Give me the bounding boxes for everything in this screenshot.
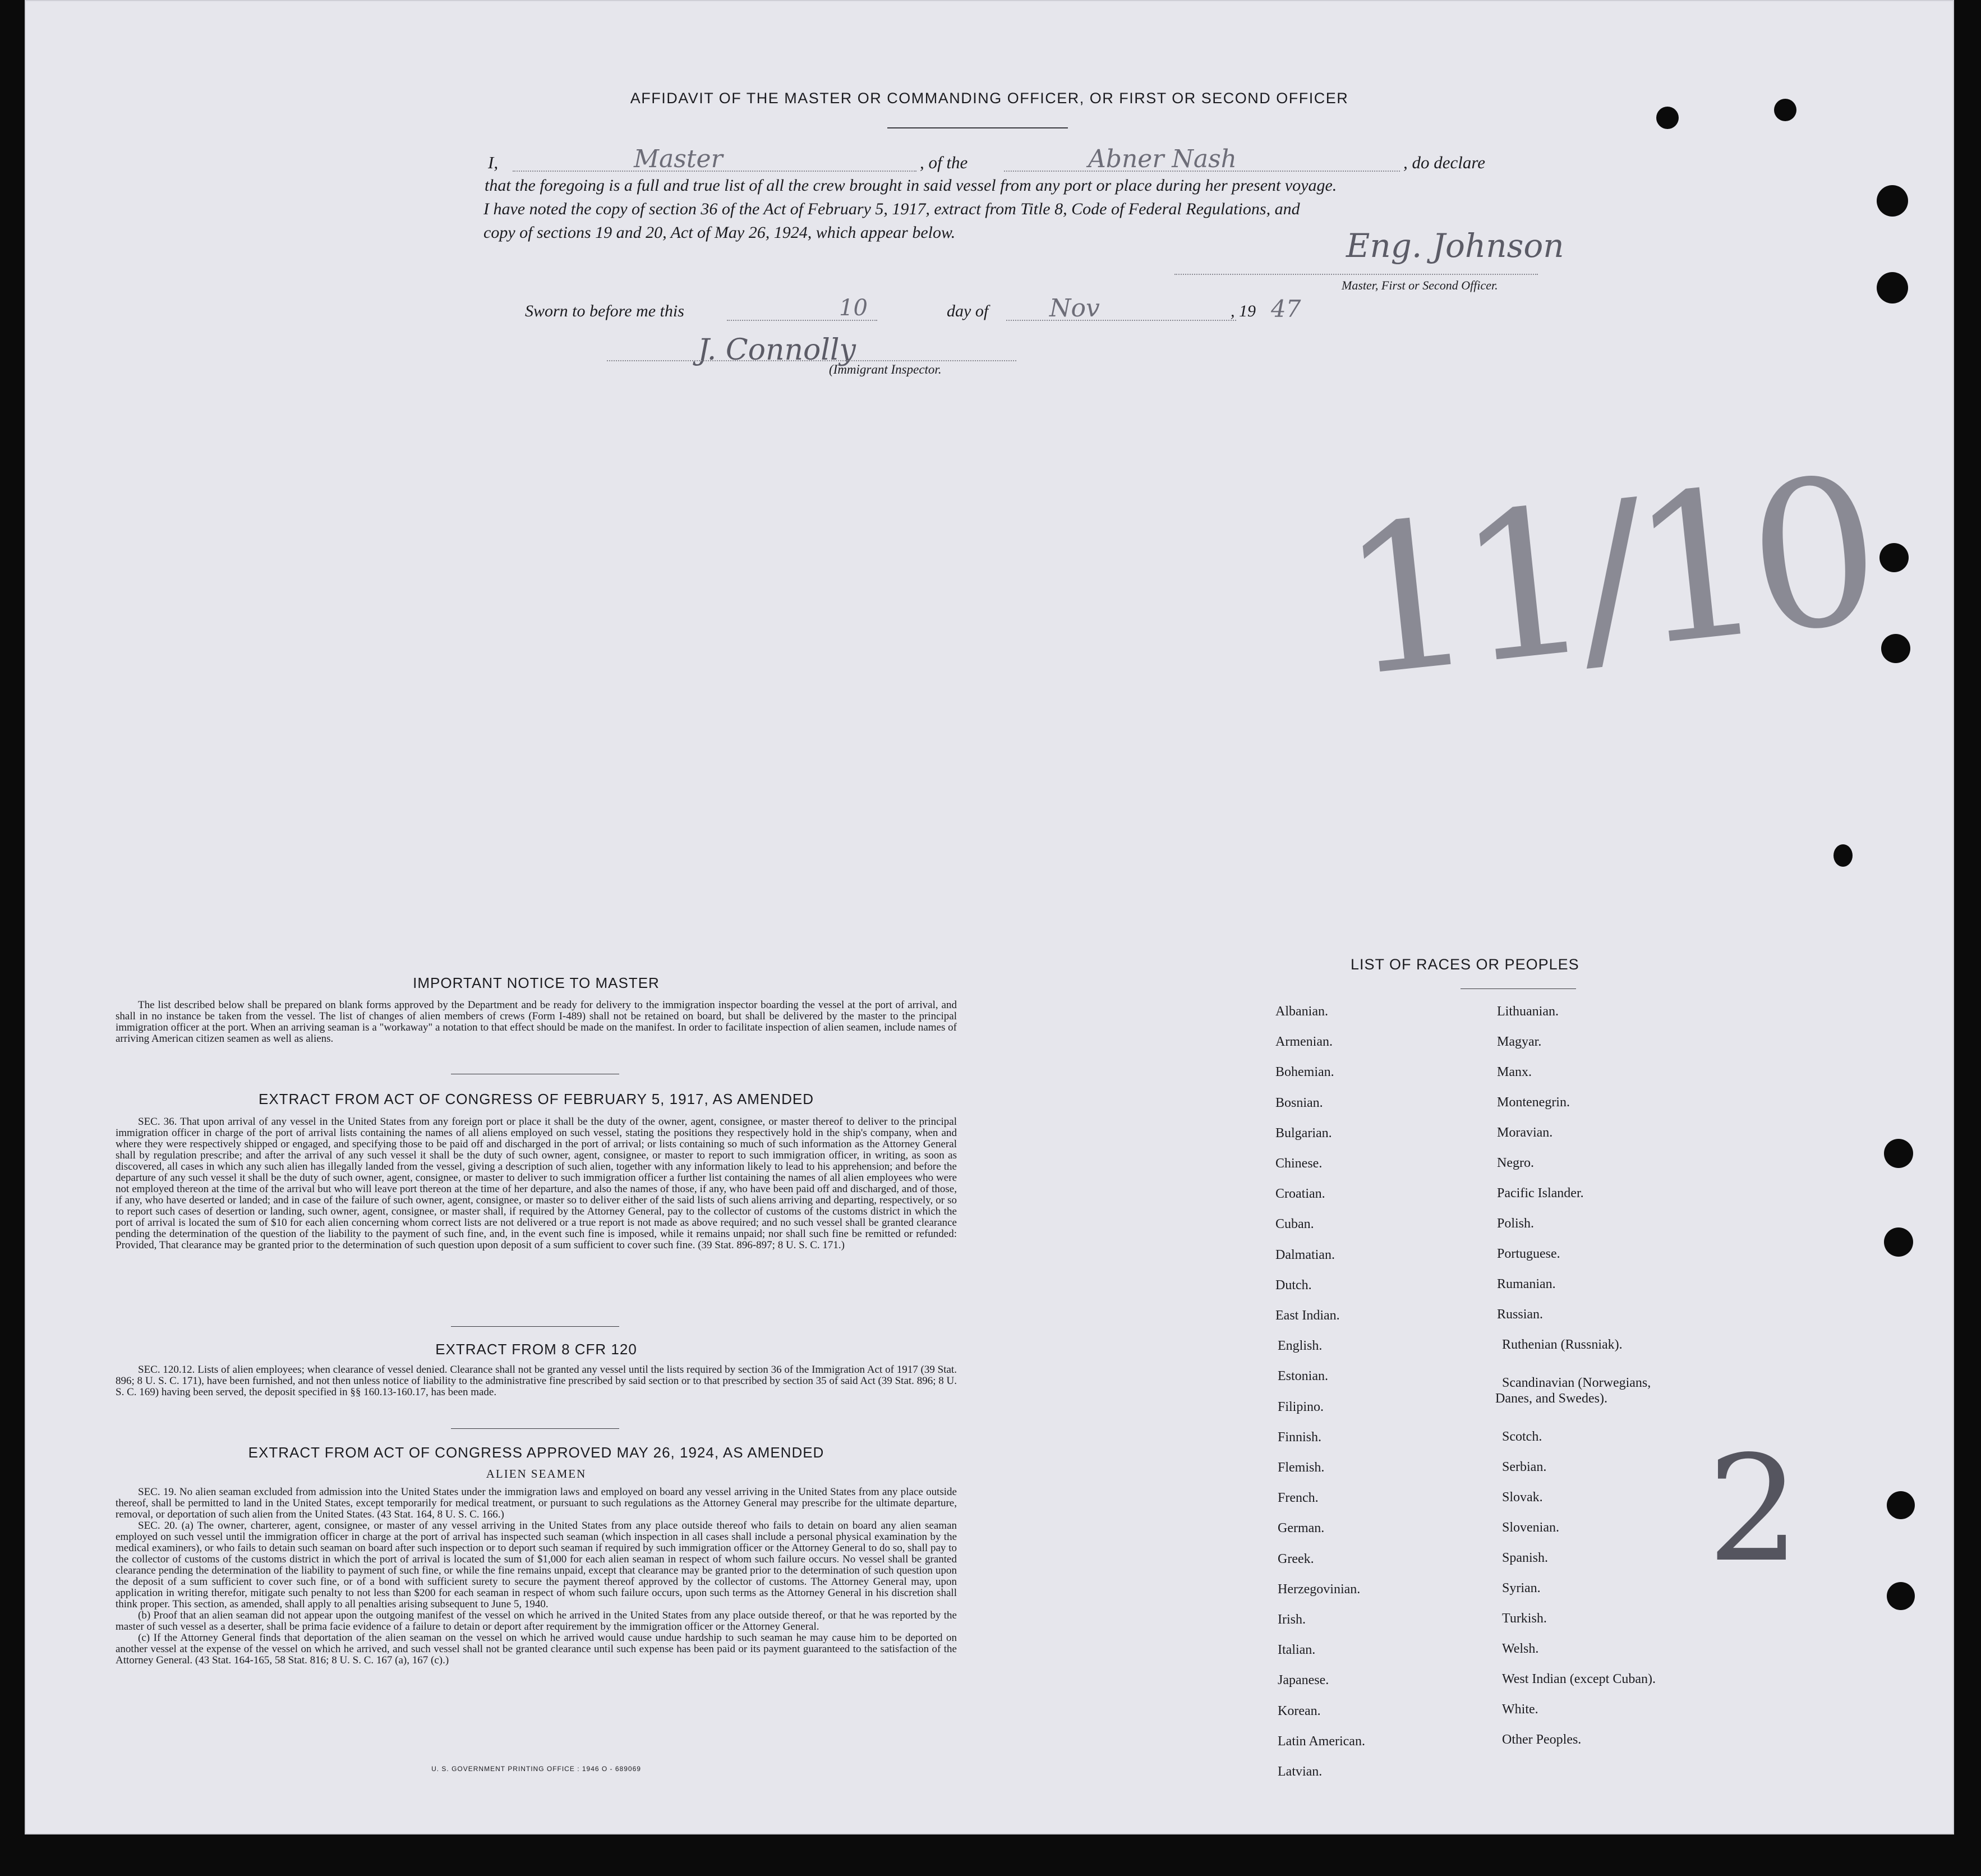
affidavit-line-1 bbox=[488, 145, 1551, 175]
race-item: Filipino. bbox=[1278, 1399, 1324, 1414]
race-item: Chinese. bbox=[1275, 1156, 1323, 1171]
extract-cfr-heading: EXTRACT FROM 8 CFR 120 bbox=[435, 1341, 637, 1358]
extract-1917-text bbox=[116, 1116, 957, 1251]
races-rule bbox=[1461, 988, 1576, 989]
date-mark: 11/10 bbox=[1332, 433, 1879, 722]
race-item: Greek. bbox=[1278, 1551, 1314, 1566]
race-item: Rumanian. bbox=[1497, 1277, 1556, 1291]
notice-text bbox=[116, 1000, 957, 1045]
race-item: Korean. bbox=[1278, 1703, 1321, 1718]
year-prefix: , 19 bbox=[1231, 302, 1256, 320]
race-item: Estonian. bbox=[1278, 1369, 1328, 1384]
race-item: Russian. bbox=[1497, 1307, 1544, 1322]
race-item: White. bbox=[1502, 1702, 1538, 1717]
race-item: Albanian. bbox=[1275, 1004, 1328, 1019]
alien-seamen-subheading: ALIEN SEAMEN bbox=[486, 1467, 587, 1480]
affidavit-line-2: that the foregoing is a full and true list of all the crew brought in said vessel from any port or place during her present voyage. bbox=[485, 176, 1337, 195]
inspector-signature: J. Connolly bbox=[698, 333, 856, 367]
sec20a-paragraph: SEC. 20. (a) The owner, charterer, agent, consignee, or master of any vessel arriving in the United States from any place outside thereof who fails to detain on board any alien seaman employed on such vessel until the immigration officer in charge at the port of arrival has inspected such seaman (which inspection in all cases shall include a personal physical examination by the medical examiners), or who fails to detain such seaman on board after such inspection or to deport such seaman if required by such immigration officer or the Attorney General to do so, shall pay to the collector of customs of the customs district in which the port of arrival is located the sum of $1,000 for each alien seaman in respect of whom such failure occurs. No vessel shall be granted clearance pending the determination of the liability to payment of such fine, or while the fine remains unpaid, except that clearance may be granted prior to the determination of such question upon the deposit of a sum sufficient to cover such fine, or of a bond with sufficient surety to secure the payment thereof approved by the collector of customs. The Attorney General may, upon application in writing therefor, mitigate such penalty to not less than $200 for each seaman in respect of whom such failure occurs, upon such terms as the Attorney General in his discretion shall think proper. This section, as amended, shall apply to all penalties arising subsequent to June 5, 1940. bbox=[116, 1520, 957, 1610]
races-heading: LIST OF RACES OR PEOPLES bbox=[1351, 956, 1579, 973]
race-item: Latin American. bbox=[1278, 1734, 1365, 1749]
notice-paragraph: The list described below shall be prepared on blank forms approved by the Department and be ready for delivery to the immigration inspector boarding the vessel at the port of arrival, and shall in no instance be taken from the vessel. The list of changes of alien members of crews (Form I-489) shall not be retained on board, but shall be delivered by the master to the principal immigration officer at the port. When an arriving seaman is a "workaway" a notation to that effect should be made on the manifest. In order to facilitate inspection of alien seamen, include names of arriving American citizen seamen as well as aliens. bbox=[116, 999, 957, 1045]
punch-hole bbox=[1881, 634, 1910, 663]
race-item: Scotch. bbox=[1502, 1429, 1542, 1444]
race-item: Negro. bbox=[1497, 1156, 1534, 1170]
race-item: Flemish. bbox=[1278, 1460, 1325, 1475]
race-item: Cuban. bbox=[1275, 1217, 1314, 1232]
printer-line: U. S. GOVERNMENT PRINTING OFFICE : 1946 O - 689069 bbox=[431, 1765, 641, 1773]
section-rule bbox=[451, 1326, 619, 1327]
race-item: Croatian. bbox=[1275, 1187, 1325, 1202]
title-rule bbox=[887, 127, 1068, 128]
race-item: Welsh. bbox=[1502, 1641, 1539, 1656]
race-item: Spanish. bbox=[1502, 1551, 1549, 1565]
extract-cfr-text bbox=[116, 1364, 957, 1398]
race-item: Lithuanian. bbox=[1497, 1004, 1559, 1019]
race-item: Montenegrin. bbox=[1497, 1095, 1570, 1110]
punch-hole bbox=[1884, 1227, 1913, 1257]
race-item: Portuguese. bbox=[1497, 1247, 1560, 1261]
vessel-name: Abner Nash bbox=[1088, 145, 1237, 173]
race-item: Slovak. bbox=[1502, 1490, 1543, 1505]
race-item: Syrian. bbox=[1502, 1581, 1541, 1595]
extract-1917-heading: EXTRACT FROM ACT OF CONGRESS OF FEBRUARY 5, 1917, AS AMENDED bbox=[259, 1091, 814, 1107]
race-item: East Indian. bbox=[1275, 1308, 1340, 1323]
sec20b-paragraph: (b) Proof that an alien seaman did not appear upon the outgoing manifest of the vessel on which he arrived in the United States from any place outside thereof, or that he was reported by the master of such vessel as a deserter, shall be prima facie evidence of a failure to detain or deport after requirement by the immigration officer or the Attorney General. bbox=[116, 1610, 957, 1633]
race-item: Bohemian. bbox=[1275, 1065, 1334, 1080]
master-signature-caption: Master, First or Second Officer. bbox=[1342, 278, 1498, 292]
sec20c-paragraph: (c) If the Attorney General finds that deportation of the alien seaman on the vessel on which he arrived would cause undue hardship to such seaman he may cause him to be deported on another vessel at the expense of the vessel on which he arrived, and such vessel shall not be granted clearance until such expense has been paid or its payment guaranteed to the satisfaction of the Attorney General. (43 Stat. 164-165, 58 Stat. 816; 8 U. S. C. 167 (a), 167 (c).) bbox=[116, 1632, 957, 1666]
race-item: Dutch. bbox=[1275, 1277, 1312, 1293]
race-item: Turkish. bbox=[1502, 1611, 1547, 1626]
race-item: Bosnian. bbox=[1275, 1095, 1323, 1110]
race-item: Bulgarian. bbox=[1275, 1125, 1332, 1141]
race-item: Japanese. bbox=[1278, 1673, 1329, 1688]
sworn-month-field bbox=[1006, 320, 1236, 321]
sworn-year: 47 bbox=[1271, 295, 1301, 323]
race-item: Ruthenian (Russniak). bbox=[1502, 1337, 1623, 1352]
affidavit-line-3: I have noted the copy of section 36 of the Act of February 5, 1917, extract from Title 8, Code of Federal Regulations, and bbox=[483, 200, 1300, 218]
affidavit-line-4: copy of sections 19 and 20, Act of May 26, 1924, which appear below. bbox=[483, 223, 956, 242]
race-item: Scandinavian (Norwegians, bbox=[1502, 1376, 1651, 1390]
race-item: Dalmatian. bbox=[1275, 1247, 1335, 1262]
inspector-signature-line bbox=[607, 360, 1016, 361]
sworn-month: Nov bbox=[1049, 294, 1100, 323]
inspector-caption: (Immigrant Inspector. bbox=[829, 362, 942, 376]
extract-1924-heading: EXTRACT FROM ACT OF CONGRESS APPROVED MAY 26, 1924, AS AMENDED bbox=[248, 1444, 824, 1461]
race-item: English. bbox=[1278, 1339, 1323, 1354]
section-rule bbox=[451, 1428, 619, 1429]
race-item: Manx. bbox=[1497, 1065, 1532, 1079]
master-signature-line bbox=[1174, 274, 1538, 275]
punch-hole bbox=[1887, 1582, 1915, 1610]
punch-hole bbox=[1879, 543, 1909, 572]
master-signature: Eng. Johnson bbox=[1346, 227, 1564, 265]
of-the-label: , of the bbox=[920, 153, 968, 172]
punch-hole bbox=[1877, 185, 1908, 217]
day-of-label: day of bbox=[947, 302, 989, 320]
punch-hole bbox=[1884, 1139, 1913, 1168]
punch-hole bbox=[1877, 272, 1908, 304]
race-item: Latvian. bbox=[1278, 1764, 1323, 1779]
race-item: Slovenian. bbox=[1502, 1520, 1559, 1535]
extract-1924-text bbox=[116, 1487, 957, 1666]
affidavit-title: AFFIDAVIT OF THE MASTER OR COMMANDING OFFICER, OR FIRST OR SECOND OFFICER bbox=[630, 90, 1349, 107]
notice-heading: IMPORTANT NOTICE TO MASTER bbox=[413, 974, 660, 991]
sec19-paragraph: SEC. 19. No alien seaman excluded from admission into the United States under the immigration laws and employed on board any vessel arriving in the United States from any place outside thereof, shall be permitted to land in the United States, except temporarily for medical treatment, or pursuant to such regulations as the Attorney General may prescribe for the ultimate departure, removal, or deportation of such alien from the United States. (43 Stat. 164, 8 U. S. C. 166.) bbox=[116, 1486, 957, 1520]
declarant-name: Master bbox=[634, 145, 723, 173]
race-item: Herzegovinian. bbox=[1278, 1581, 1361, 1597]
sec36-paragraph: SEC. 36. That upon arrival of any vessel in the United States from any foreign port or place it shall be the duty of the owner, agent, consignee, or master thereof to deliver to the principal immigration officer in charge of the port of arrival lists containing the names of all aliens employed on such vessel, stating the positions they respectively hold in the ship's company, when and where they were respectively shipped or engaged, and specifying those to be paid off and discharged in the port of arrival; or lists containing so much of such information as the Attorney General shall by regulation prescribe; and after the arrival of any such vessel it shall be the duty of such owner, agent, consignee, or master to report to such immigration officer, in writing, as soon as discovered, all cases in which any such alien has illegally landed from the vessel, giving a description of such alien, together with any information likely to lead to his apprehension; and before the departure of any such vessel it shall be the duty of such owner, agent, consignee, or master to deliver to such immigration officer a further list containing the names of all alien employees who were not employed thereon at the time of the arrival but who will leave port thereon at the time of her departure, and also the names of those, if any, who have been paid off and discharged, and of those, if any, who have deserted or landed; and in case of the failure of such owner, agent, consignee, or master so to deliver either of the said lists of such aliens arriving and departing, respectively, or so to report such cases of desertion or landing, such owner, agent, consignee, or master shall, if required by the Attorney General, pay to the collector of customs of the customs district in which the port of arrival is located the sum of $10 for each alien concerning whom correct lists are not delivered or a true report is not made as above required; and no such vessel shall be granted clearance pending the determination of the question of the liability to the payment of such fine, and, in the event such fine is imposed, while it remains unpaid; nor shall such fine be remitted or refunded: Provided, That clearance may be granted prior to the determination of such question upon deposit of a sum sufficient to cover such fine. (39 Stat. 896-897; 8 U. S. C. 171.) bbox=[116, 1116, 957, 1251]
race-item: Irish. bbox=[1278, 1612, 1306, 1627]
race-item: Armenian. bbox=[1275, 1034, 1333, 1050]
document-page bbox=[25, 0, 1954, 1834]
punch-hole bbox=[1833, 844, 1853, 867]
page-number-mark: 2 bbox=[1707, 1425, 1800, 1594]
race-item: Pacific Islander. bbox=[1497, 1186, 1584, 1201]
punch-hole bbox=[1656, 107, 1679, 129]
declarant-prefix: I, bbox=[488, 153, 499, 172]
race-item: Italian. bbox=[1278, 1643, 1316, 1658]
sworn-line bbox=[525, 294, 1310, 324]
race-item: Other Peoples. bbox=[1502, 1732, 1582, 1747]
race-item: German. bbox=[1278, 1521, 1325, 1536]
race-item: Magyar. bbox=[1497, 1034, 1542, 1049]
declare-label: , do declare bbox=[1403, 153, 1486, 172]
punch-hole bbox=[1887, 1491, 1915, 1519]
race-item: Polish. bbox=[1497, 1216, 1535, 1231]
sworn-prefix: Sworn to before me this bbox=[525, 302, 684, 320]
sec120-paragraph: SEC. 120.12. Lists of alien employees; when clearance of vessel denied. Clearance shall not be granted any vessel until the lists required by section 36 of the Immigration Act of 1917 (39 Stat. 896; 8 U. S. C. 171), have been furnished, and not then unless notice of liability to the administrative fine prescribed by said section or to that prescribed by section 35 of said Act (39 Stat. 896; 8 U. S. C. 169) having been served, the deposit specified in §§ 160.13-160.17, has been made. bbox=[116, 1364, 957, 1398]
race-item: Moravian. bbox=[1497, 1125, 1553, 1140]
sworn-day: 10 bbox=[839, 295, 868, 321]
race-item: French. bbox=[1278, 1491, 1319, 1506]
race-item: Serbian. bbox=[1502, 1460, 1547, 1474]
race-item: Finnish. bbox=[1278, 1429, 1322, 1445]
race-item: Danes, and Swedes). bbox=[1495, 1391, 1607, 1406]
race-item: West Indian (except Cuban). bbox=[1502, 1672, 1656, 1686]
